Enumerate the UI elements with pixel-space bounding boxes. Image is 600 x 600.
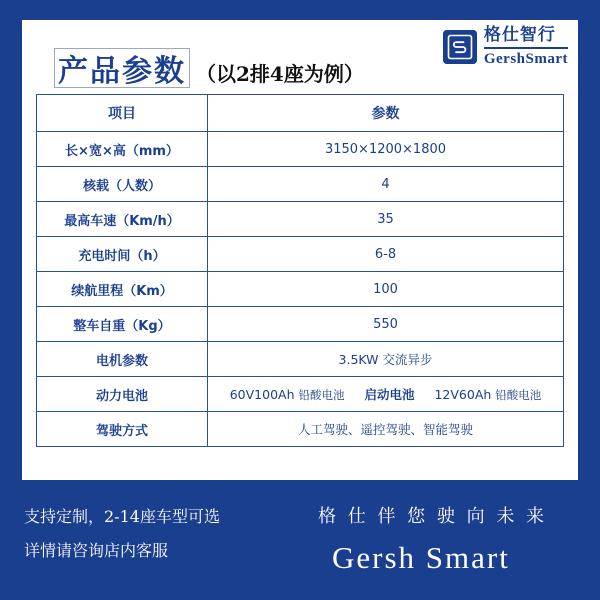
- column-header-item: 项目: [37, 95, 208, 132]
- panel-header: [22, 20, 578, 89]
- table-row: [37, 202, 564, 237]
- row-value: 4: [208, 167, 564, 202]
- footer-note-line2: 详情请咨询店内客服: [24, 541, 169, 560]
- battery-main-suffix: 铅酸电池: [298, 388, 345, 402]
- row-label: 整车自重（Kg）: [37, 307, 208, 342]
- table-row: [37, 272, 564, 307]
- footer: [0, 492, 600, 600]
- brand-text: [484, 26, 568, 68]
- brand-logo: [443, 26, 568, 68]
- slogan-cn: 格 仕 伴 您 驶 向 未 来: [318, 506, 548, 527]
- slogan-en: Gersh Smart: [332, 540, 510, 575]
- table-header-row: [37, 95, 564, 132]
- row-value: 3150×1200×1800: [208, 132, 564, 167]
- battery-main: 60V100Ah: [229, 387, 295, 402]
- battery-middle-label: 启动电池: [364, 387, 415, 402]
- gersh-logo-icon: [443, 30, 477, 64]
- row-value-battery: [208, 377, 564, 412]
- page-subtitle: （以2排4座为例）: [196, 62, 364, 86]
- row-value: 550: [208, 307, 564, 342]
- footer-note-line1: 支持定制，2-14座车型可选: [24, 507, 220, 526]
- row-label: 动力电池: [37, 377, 208, 412]
- spec-table: [36, 94, 564, 447]
- row-value: 6-8: [208, 237, 564, 272]
- row-label: 最高车速（Km/h）: [37, 202, 208, 237]
- row-value: 35: [208, 202, 564, 237]
- row-value: 100: [208, 272, 564, 307]
- table-row: [37, 377, 564, 412]
- spec-panel: [22, 20, 578, 480]
- row-label: 核载（人数）: [37, 167, 208, 202]
- table-row: [37, 307, 564, 342]
- brand-name-en: GershSmart: [483, 50, 568, 67]
- row-label: 长×宽×高（mm）: [37, 132, 208, 167]
- page-title: 产品参数: [56, 46, 188, 90]
- row-label: 驾驶方式: [37, 412, 208, 447]
- row-label: 续航里程（Km）: [37, 272, 208, 307]
- footer-note: [24, 500, 220, 568]
- column-header-value: 参数: [208, 95, 564, 132]
- brand-name-cn: 格仕智行: [483, 25, 556, 45]
- row-label: 充电时间（h）: [37, 237, 208, 272]
- row-value: 3.5KW 交流异步: [208, 342, 564, 377]
- row-label: 电机参数: [37, 342, 208, 377]
- table-row: [37, 342, 564, 377]
- brand-divider: [484, 47, 568, 49]
- table-row: [37, 237, 564, 272]
- table-row: [37, 412, 564, 447]
- table-row: [37, 167, 564, 202]
- table-row: [37, 132, 564, 167]
- battery-second: 12V60Ah: [434, 387, 492, 402]
- battery-second-suffix: 铅酸电池: [495, 388, 542, 402]
- row-value: 人工驾驶、遥控驾驶、智能驾驶: [208, 412, 564, 447]
- title-block: [56, 46, 364, 90]
- battery-spec-line: [230, 385, 542, 403]
